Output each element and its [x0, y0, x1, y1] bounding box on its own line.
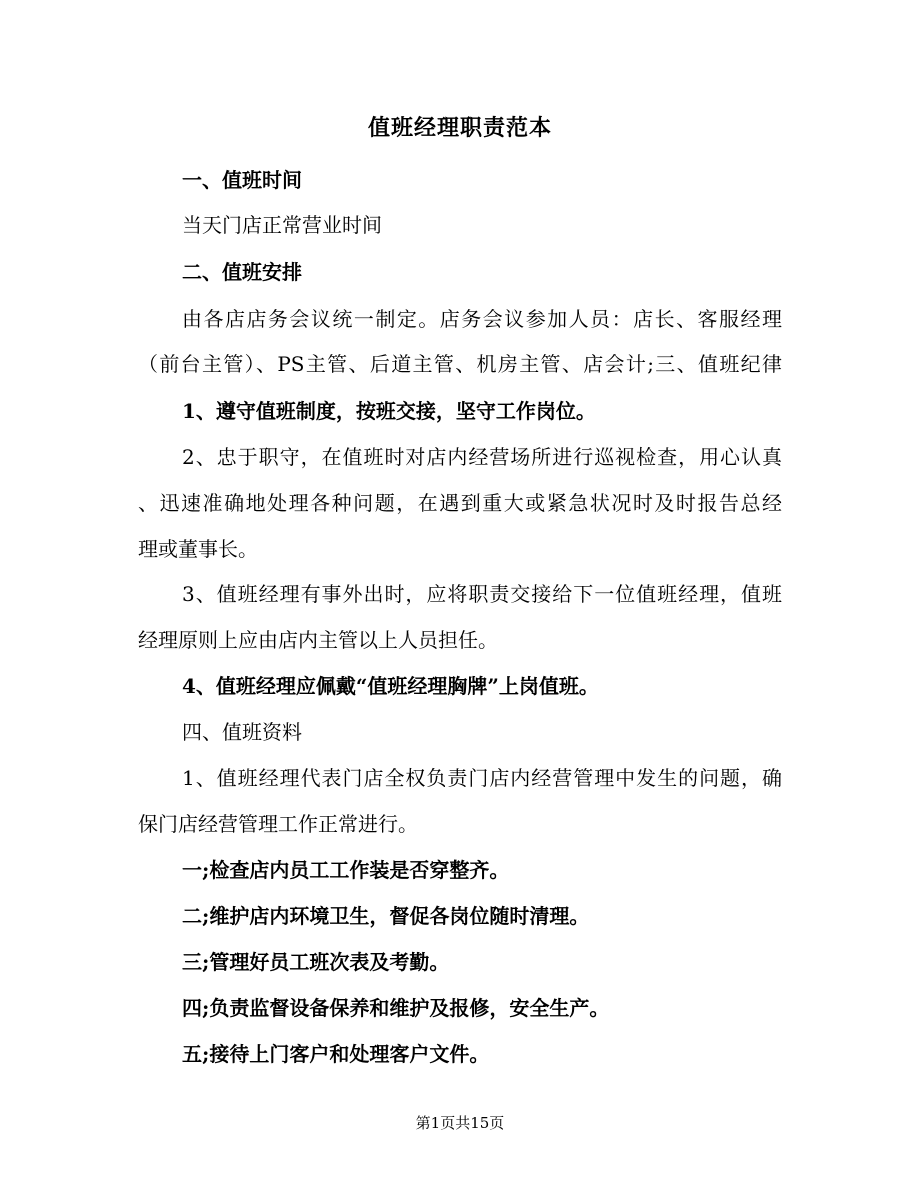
page-number: 第1页共15页	[415, 1114, 505, 1132]
paragraph-arrangement-line-1: 由各店店务会议统一制定。店务会议参加人员：店长、客服经理	[182, 307, 782, 331]
rule-4: 4、值班经理应佩戴“值班经理胸牌”上岗值班。	[182, 674, 599, 698]
rule-3-line-1: 3、值班经理有事外出时，应将职责交接给下一位值班经理，值班	[182, 582, 782, 606]
rule-2-line-2: 、迅速准确地处理各种问题，在遇到重大或紧急状况时及时报告总经	[138, 491, 782, 515]
content-paragraph-line-1: 1、值班经理代表门店全权负责门店内经营管理中发生的问题，确	[182, 766, 782, 790]
rule-2-line-1: 2、忠于职守，在值班时对店内经营场所进行巡视检查，用心认真	[182, 445, 782, 469]
list-item-4: 四;负责监督设备保养和维护及报修，安全生产。	[182, 996, 610, 1020]
page-title: 值班经理职责范本	[367, 115, 552, 141]
content-paragraph-line-2: 保门店经营管理工作正常进行。	[138, 812, 418, 836]
list-item-3: 三;管理好员工班次表及考勤。	[182, 950, 450, 974]
list-item-1: 一;检查店内员工工作装是否穿整齐。	[182, 858, 510, 882]
rule-3-line-2: 经理原则上应由店内主管以上人员担任。	[138, 628, 498, 652]
section-heading-duty-arrangement: 二、值班安排	[182, 260, 302, 284]
section-heading-duty-time: 一、值班时间	[182, 168, 302, 192]
section-heading-duty-content: 四、值班资料	[182, 720, 302, 744]
list-item-5: 五;接待上门客户和处理客户文件。	[182, 1042, 490, 1066]
paragraph-duty-time: 当天门店正常营业时间	[182, 213, 382, 237]
paragraph-arrangement-line-2: （前台主管）、PS主管、后道主管、机房主管、店会计;三、值班纪律	[138, 352, 782, 376]
rule-1: 1、遵守值班制度，按班交接，坚守工作岗位。	[182, 399, 596, 423]
rule-2-line-3: 理或董事长。	[138, 537, 258, 561]
list-item-2: 二;维护店内环境卫生，督促各岗位随时清理。	[182, 904, 590, 928]
